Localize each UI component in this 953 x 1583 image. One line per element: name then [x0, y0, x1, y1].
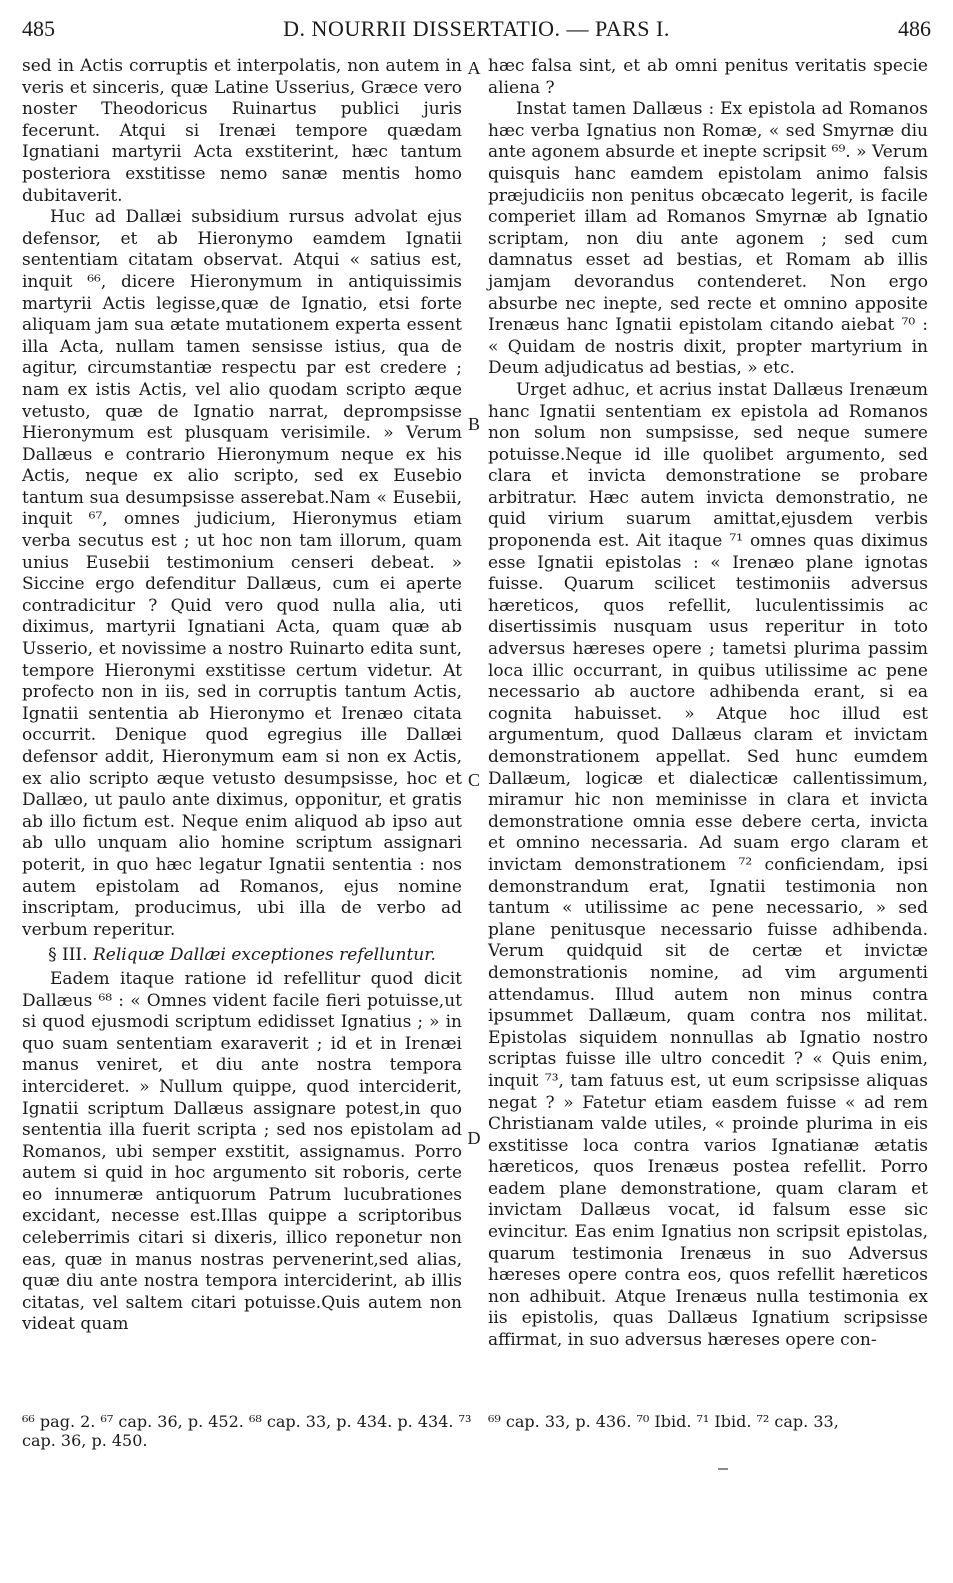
right-column — [488, 56, 928, 1352]
scan-speck — [718, 1468, 728, 1470]
paragraph: Urget adhuc, et acrius instat Dallæus Irenæum hanc Ignatii sententiam ex epistola ad Romanos non solum non sumpsisse, sed neque sumere potuisse.Neque id ille quolibet argumento, sed clara et invicta demonstratione se probare arbitratur. Hæc autem invicta demonstratio, ne quid virium suarum amittat,ejusdem verbis proponenda est. Ait itaque ⁷¹ omnes quas diximus esse Ignatii epistolas : « Irenæo plane ignotas fuisse. Quarum scilicet testimoniis adversus hæreticos, quos refellit, luculentissimis ac disertissimis nusquam usus reperitur in toto adversus hæreses opere ; tametsi plurima passim loca illic occurrant, in quibus utilissime ac pene necessario ab auctore adhibenda erant, si ea cognita habuisset. » Atque hoc illud est argumentum, quod Dallæus claram et invictam demonstrationem appellat. Sed hunc eumdem Dallæum, logicæ et dialecticæ callentissimum, miramur hic non meminisse in clara et invicta demonstratione omnia esse debere certa, invicta et omnino necessaria. Ad suam ergo claram et invictam demonstrationem ⁷² conficiendam, ipsi demonstrandum erat, Ignatii testimonia non tantum « utilissime ac pene necessario, » sed plane penitusque necessario fuisse adhibenda. Verum quidquid sit de certæ et invictæ demonstrationis nomine, ad vim argumenti attendamus. Illud autem non minus contra ipsummet Dallæum, quam contra nos militat. Epistolas siquidem nonnullas ab Ignatio nostro scriptas fuisse ille ultro concedit ? « Quis enim, inquit ⁷³, tam fatuus est, ut eum scripsisse aliquas negat ? » Fatetur etiam easdem fuisse « ad rem Christianam valde utiles, « proinde plurima in eis exstitisse loca contra varios Ignatianæ ætatis hæreticos, quos Irenæus postea refellit. Porro eadem plane demonstratione, quam claram et invictam Dallæus vocat, id falsum esse sic evincitur. Eas enim Ignatius non scripsit epistolas, quarum testimonia Irenæus in suo Adversus hæreses opere contra eos, quos refellit hæreticos non adhibuit. Atque Irenæus nulla testimonia ex iis epistolis, quas Dallæus Ignatium scripsisse affirmat, in suo adversus hæreses opere con- — [488, 379, 928, 1351]
margin-marker-c: C — [467, 770, 480, 790]
page-number-left: 485 — [22, 16, 55, 41]
running-title: D. NOURRII DISSERTATIO. — PARS I. — [283, 16, 670, 41]
paragraph: Instat tamen Dallæus : Ex epistola ad Romanos hæc verba Ignatius non Romæ, « sed Smyrnæ diu ante agonem absurde et inepte scripsit ⁶⁹. » Verum quisquis hanc eamdem epistolam animo falsis præjudiciis non penitus obcæcato legerit, is facile comperiet illam ad Romanos Smyrnæ ab Ignatio scriptam, non diu ante agonem ; sed cum damnatus esset ad bestias, et Romam ab illis jamjam devorandus contenderet. Non ergo absurbe nec inepte, sed recte et omnino apposite Irenæus hanc Ignatii epistolam citando aiebat ⁷⁰ : « Quidam de nostris dixit, propter martyrium in Deum adjudicatus ad bestias, » etc. — [488, 99, 928, 379]
margin-marker-b: B — [467, 414, 480, 434]
paragraph: Eadem itaque ratione id refellitur quod dicit Dallæus ⁶⁸ : « Omnes vident facile fieri potuisse,ut si quod ejusmodi scriptum edidisset Ignatius ; » in quo suam sententiam exaraverit ; id et in Irenæi manus veniret, et diu ante nostra tempora intercideret. » Nullum quippe, quod interciderit, Ignatii scriptum Dallæus assignare potest,in quo sententia illa fuerit scripta ; sed nos epistolam ad Romanos, ubi semper exstitit, assignamus. Porro autem si quid in hoc argumento sit roboris, certe eo innumeræ antiquorum Patrum lucubrationes excidant, necesse est.Illas quippe a scriptoribus celeberrimis citari si dixeris, illico reponetur non eas, quæ in manus nostras pervenerint,sed alias, quæ diu ante nostra tempora interciderint, ab illis citatas, vel saltem citari potuisse.Quis autem non videat quam — [22, 968, 462, 1335]
section-heading — [22, 945, 462, 967]
page-number-right: 486 — [898, 16, 931, 41]
footnotes-right: ⁶⁹ cap. 33, p. 436. ⁷⁰ Ibid. ⁷¹ Ibid. ⁷² cap. 33, — [488, 1412, 839, 1431]
left-column — [22, 56, 462, 1336]
paragraph: hæc falsa sint, et ab omni penitus veritatis specie aliena ? — [488, 56, 928, 98]
margin-marker-d: D — [467, 1128, 481, 1148]
section-number: § III. — [48, 945, 88, 966]
section-title: Reliquæ Dallæi exceptiones refelluntur. — [92, 945, 436, 966]
paragraph: Huc ad Dallæi subsidium rursus advolat ejus defensor, et ab Hieronymo eamdem Ignatii sententiam citatam observat. Atqui « satius est, inquit ⁶⁶, dicere Hieronymum in antiquissimis martyrii Actis legisse,quæ de Ignatio, etsi forte aliquam jam sua ætate mutationem experta essent illa Acta, nullam tamen sensisse istius, qua de agitur, circumstantiæ respectu par est credere ; nam ex istis Actis, vel alio quodam scripto æque vetusto, quæ de Ignatio narrat, deprompsisse Hieronymum est plusquam verisimile. » Verum Dallæus e contrario Hieronymum neque ex his Actis, neque ex alio scripto, sed ex Eusebio tantum sua desumpsisse asserebat.Nam « Eusebii, inquit ⁶⁷, omnes judicium, Hieronymus etiam verba secutus est ; ut hoc non tam illorum, quam unius Eusebii testimonium censeri debeat. » Siccine ergo defenditur Dallæus, cum ei aperte contradicitur ? Quid vero quod nulla alia, uti diximus, martyrii Ignatiani Acta, quam quæ ab Usserio, et novissime a nostro Ruinarto edita sunt, tempore Hieronymi exstitisse certum videtur. At profecto non in iis, sed in corruptis tantum Actis, Ignatii sententia ab Hieronymo et Irenæo citata occurrit. Denique quod egregius ille Dallæi defensor addit, Hieronymum eam si non ex Actis, ex alio scripto æque vetusto desumpsisse, hoc et Dallæo, ut paulo ante diximus, opponitur, et gratis ab illo fictum est. Neque enim aliquod ab ipso aut ab ullo unquam alio homine scriptum assignari poterit, in quo hæc legatur Ignatii sententia : nos autem epistolam ad Romanos, ejus nomine inscriptam, producimus, ubi illa de verbo ad verbum reperitur. — [22, 207, 462, 940]
footnotes-left: ⁶⁶ pag. 2. ⁶⁷ cap. 36, p. 452. ⁶⁸ cap. 33, p. 434. p. 434. ⁷³ cap. 36, p. 450. — [22, 1412, 472, 1450]
running-header — [22, 16, 931, 46]
margin-marker-a: A — [467, 58, 481, 78]
paragraph: sed in Actis corruptis et interpolatis, non autem in veris et sinceris, quæ Latine Usserius, Græce vero noster Theodoricus Ruinartus publici juris fecerunt. Atqui si Irenæi tempore quædam Ignatiani martyrii Acta exstiterint, hæc tantum posteriora exstitisse nemo sanæ mentis homo dubitaverit. — [22, 56, 462, 206]
